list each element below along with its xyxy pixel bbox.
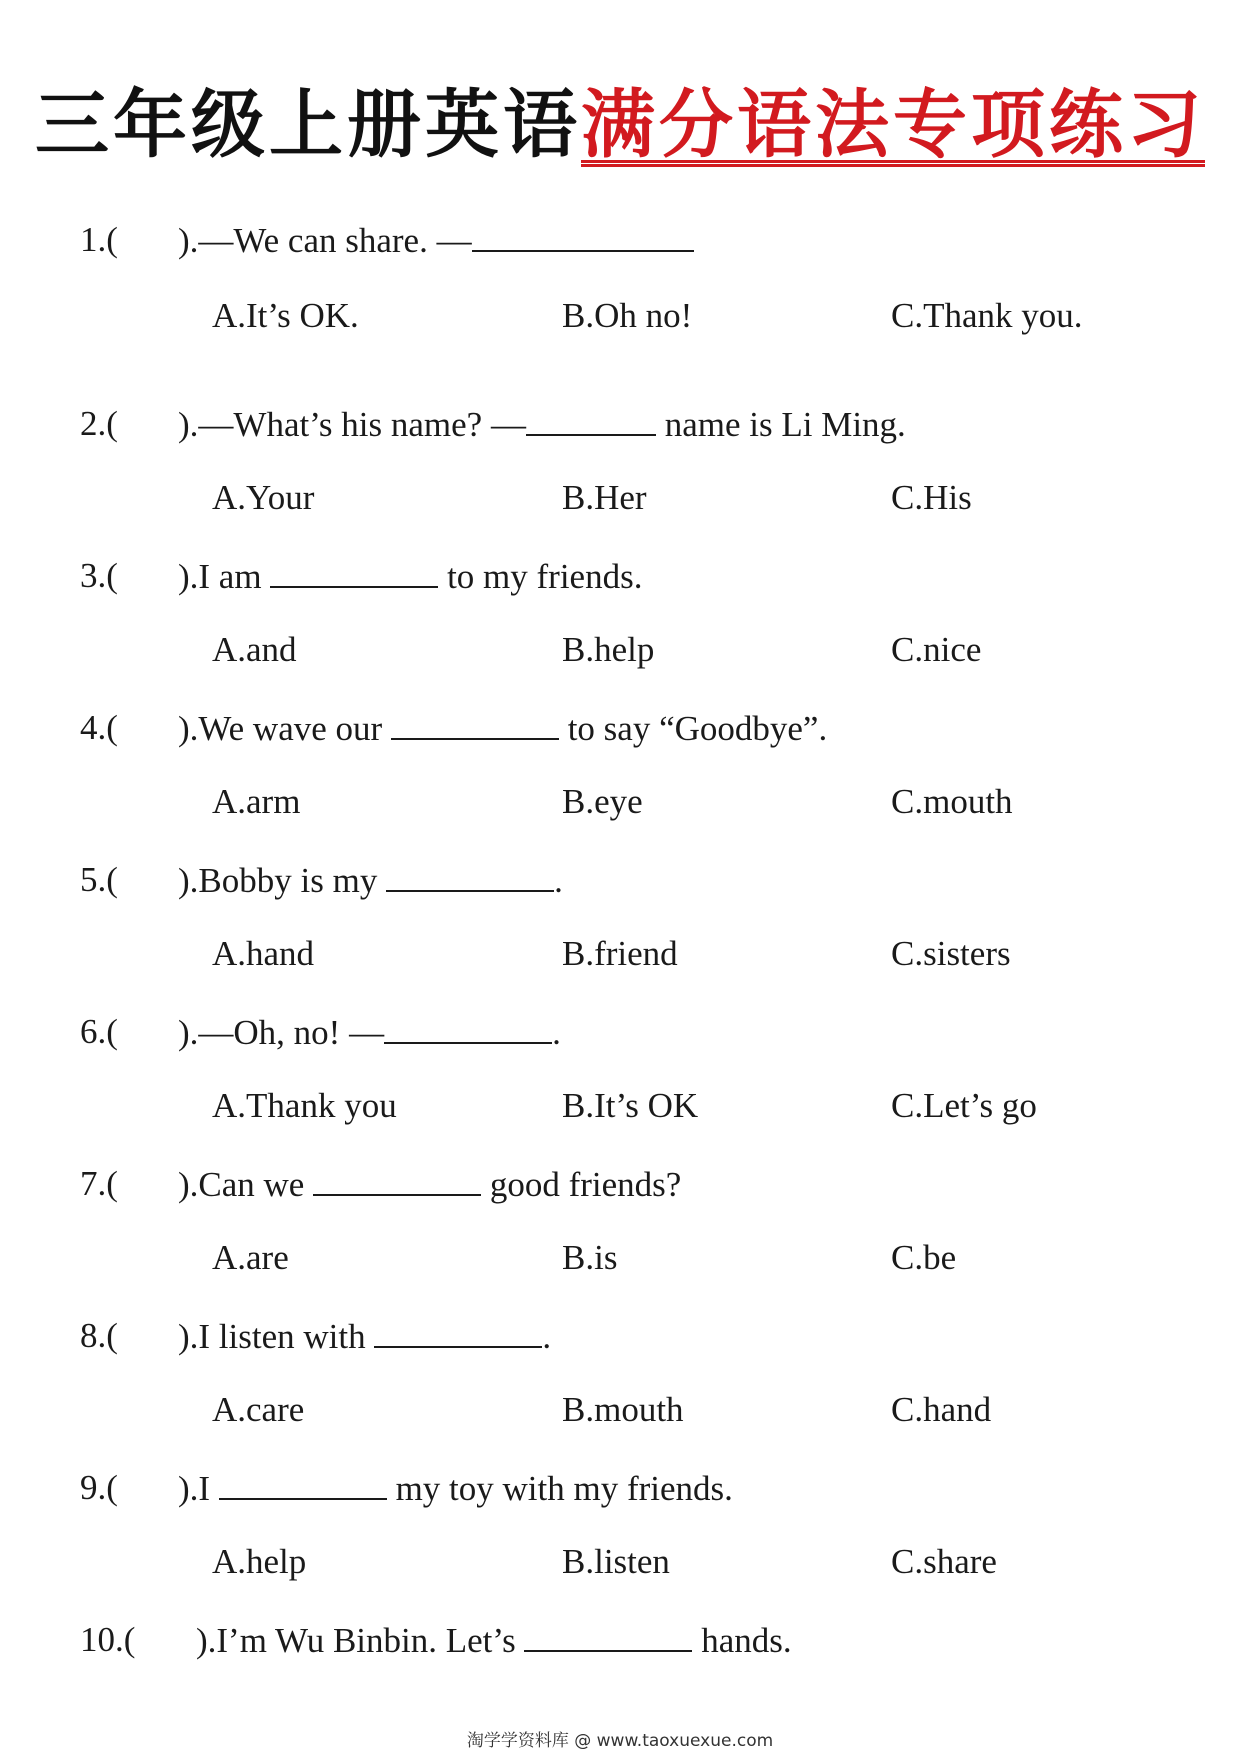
stem-pre: I am bbox=[198, 557, 271, 596]
question-stem bbox=[178, 1012, 561, 1053]
question-number: 2.( bbox=[80, 404, 118, 443]
title-red-part bbox=[581, 82, 1205, 168]
question-number: 4.( bbox=[80, 708, 118, 747]
option-b[interactable]: B.eye bbox=[562, 782, 643, 821]
stem-pre: We wave our bbox=[198, 709, 391, 748]
option-a[interactable]: A.are bbox=[212, 1238, 289, 1277]
question-number: 10.( bbox=[80, 1620, 136, 1659]
answer-blank[interactable] bbox=[526, 404, 656, 436]
question-4 bbox=[0, 708, 1240, 768]
answer-blank[interactable] bbox=[524, 1620, 692, 1652]
question-1 bbox=[0, 220, 1240, 280]
footer-watermark: 淘学学资料库 @ www.taoxuexue.com bbox=[466, 1731, 774, 1751]
stem-pre: I’m Wu Binbin. Let’s bbox=[216, 1621, 525, 1660]
answer-blank[interactable] bbox=[270, 556, 438, 588]
stem-close: ). bbox=[178, 557, 199, 596]
question-8 bbox=[0, 1316, 1240, 1376]
stem-close: ). bbox=[178, 1165, 199, 1204]
question-number: 7.( bbox=[80, 1164, 118, 1203]
stem-close: ). bbox=[178, 221, 199, 260]
stem-pre: I bbox=[198, 1469, 219, 1508]
option-c[interactable]: C.His bbox=[891, 478, 972, 517]
answer-blank[interactable] bbox=[374, 1316, 542, 1348]
question-stem bbox=[178, 708, 827, 749]
answer-blank[interactable] bbox=[384, 1012, 552, 1044]
stem-pre: I listen with bbox=[198, 1317, 375, 1356]
question-2 bbox=[0, 404, 1240, 464]
option-c[interactable]: C.share bbox=[891, 1542, 997, 1581]
stem-post: hands. bbox=[692, 1621, 792, 1660]
option-b[interactable]: B.help bbox=[562, 630, 655, 669]
question-number: 1.( bbox=[80, 220, 118, 259]
option-c[interactable]: C.be bbox=[891, 1238, 957, 1277]
option-b[interactable]: B.It’s OK bbox=[562, 1086, 699, 1125]
question-stem bbox=[178, 1316, 551, 1357]
stem-close: ). bbox=[178, 709, 199, 748]
stem-post: . bbox=[552, 1013, 561, 1052]
answer-blank[interactable] bbox=[219, 1468, 387, 1500]
question-9 bbox=[0, 1468, 1240, 1528]
option-b[interactable]: B.friend bbox=[562, 934, 678, 973]
question-number: 8.( bbox=[80, 1316, 118, 1355]
stem-post: good friends? bbox=[481, 1165, 682, 1204]
stem-close: ). bbox=[196, 1621, 217, 1660]
option-c[interactable]: C.sisters bbox=[891, 934, 1011, 973]
page-title bbox=[0, 80, 1240, 170]
stem-post: to my friends. bbox=[438, 557, 643, 596]
stem-post: . bbox=[542, 1317, 552, 1356]
option-c[interactable]: C.Let’s go bbox=[891, 1086, 1037, 1125]
option-c[interactable]: C.Thank you. bbox=[891, 296, 1083, 335]
option-b[interactable]: B.Her bbox=[562, 478, 647, 517]
stem-pre: —We can share. — bbox=[198, 221, 472, 260]
answer-blank[interactable] bbox=[472, 220, 694, 252]
option-a[interactable]: A.Your bbox=[212, 478, 315, 517]
question-number: 6.( bbox=[80, 1012, 118, 1051]
question-stem bbox=[178, 1468, 733, 1509]
question-6 bbox=[0, 1012, 1240, 1072]
option-a[interactable]: A.It’s OK. bbox=[212, 296, 359, 335]
stem-post: to say “Goodbye”. bbox=[558, 709, 828, 748]
question-stem bbox=[178, 860, 563, 901]
option-a[interactable]: A.care bbox=[212, 1390, 305, 1429]
title-red-text: 满分语法专项练习 bbox=[581, 82, 1205, 168]
stem-close: ). bbox=[178, 1317, 199, 1356]
option-a[interactable]: A.arm bbox=[212, 782, 301, 821]
option-b[interactable]: B.listen bbox=[562, 1542, 670, 1581]
question-stem bbox=[178, 220, 694, 261]
question-number: 3.( bbox=[80, 556, 118, 595]
option-a[interactable]: A.Thank you bbox=[212, 1086, 397, 1125]
stem-pre: —Oh, no! — bbox=[198, 1013, 385, 1052]
stem-pre: Can we bbox=[198, 1165, 314, 1204]
stem-post: name is Li Ming. bbox=[655, 405, 906, 444]
option-a[interactable]: A.help bbox=[212, 1542, 307, 1581]
option-a[interactable]: A.hand bbox=[212, 934, 315, 973]
question-stem bbox=[178, 1164, 681, 1205]
question-number: 5.( bbox=[80, 860, 118, 899]
title-black-part: 三年级上册英语 bbox=[35, 82, 581, 168]
question-stem bbox=[196, 1620, 792, 1661]
question-7 bbox=[0, 1164, 1240, 1224]
stem-post: my toy with my friends. bbox=[386, 1469, 733, 1508]
stem-close: ). bbox=[178, 861, 199, 900]
question-10 bbox=[0, 1620, 1240, 1680]
question-number: 9.( bbox=[80, 1468, 118, 1507]
stem-close: ). bbox=[178, 1469, 199, 1508]
option-b[interactable]: B.Oh no! bbox=[562, 296, 693, 335]
stem-close: ). bbox=[178, 405, 199, 444]
option-b[interactable]: B.is bbox=[562, 1238, 618, 1277]
stem-post: . bbox=[554, 861, 563, 900]
answer-blank[interactable] bbox=[313, 1164, 481, 1196]
option-a[interactable]: A.and bbox=[212, 630, 297, 669]
answer-blank[interactable] bbox=[386, 860, 554, 892]
option-c[interactable]: C.mouth bbox=[891, 782, 1013, 821]
option-b[interactable]: B.mouth bbox=[562, 1390, 684, 1429]
question-stem bbox=[178, 556, 642, 597]
stem-pre: Bobby is my bbox=[198, 861, 387, 900]
stem-pre: —What’s his name? — bbox=[198, 405, 526, 444]
question-stem bbox=[178, 404, 906, 445]
answer-blank[interactable] bbox=[391, 708, 559, 740]
stem-close: ). bbox=[178, 1013, 199, 1052]
option-c[interactable]: C.hand bbox=[891, 1390, 992, 1429]
question-3 bbox=[0, 556, 1240, 616]
option-c[interactable]: C.nice bbox=[891, 630, 982, 669]
question-5 bbox=[0, 860, 1240, 920]
